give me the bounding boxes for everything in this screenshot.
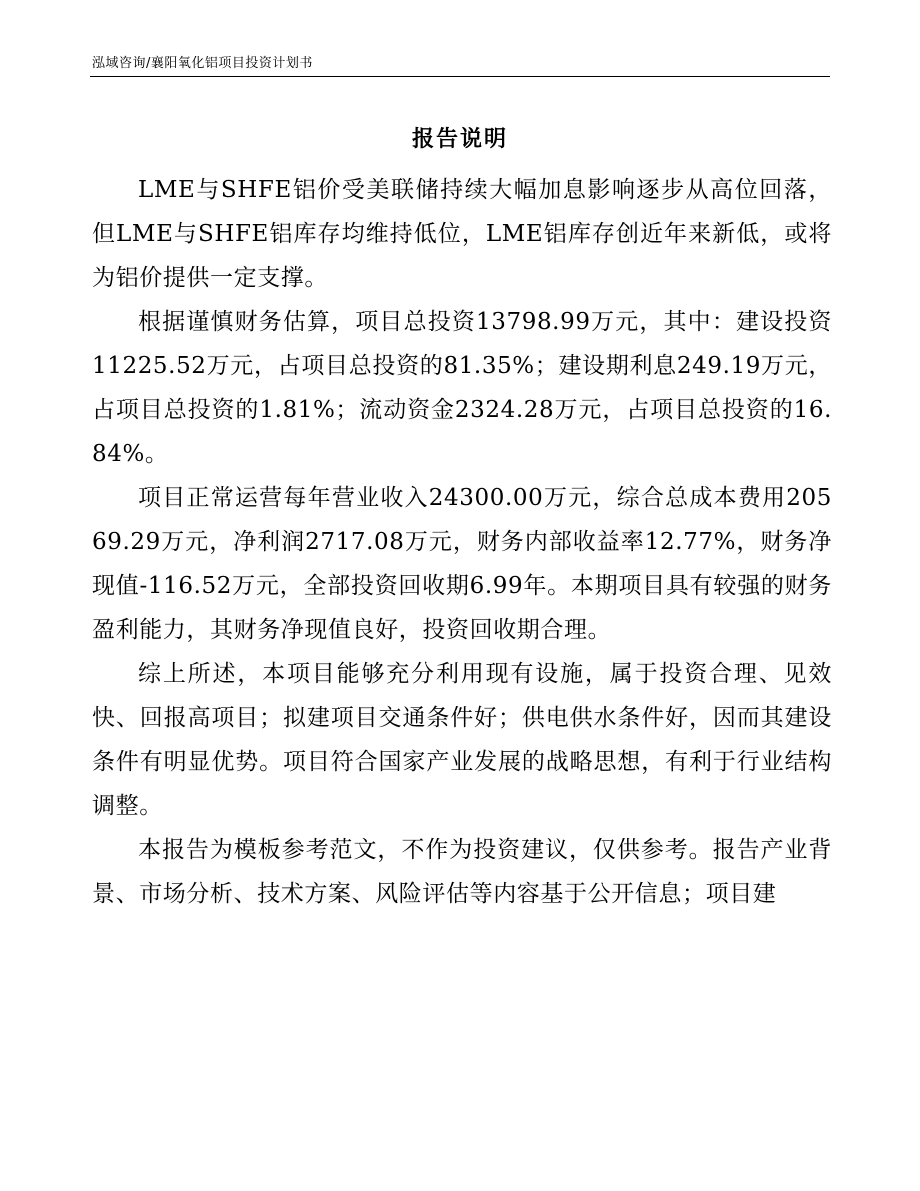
header-divider: [90, 76, 830, 77]
paragraph-aluminum-price: LME与SHFE铝价受美联储持续大幅加息影响逐步从高位回落，但LME与SHFE铝库存均维持低位，LME铝库存创近年来新低，或将为铝价提供一定支撑。: [92, 177, 832, 291]
paragraph-investment-estimate: 根据谨慎财务估算，项目总投资13798.99万元，其中：建设投资11225.52万元，占项目总投资的81.35%；建设期利息249.19万元，占项目总投资的1.81%；流动资金2324.28万元，占项目总投资的16.84%。: [92, 309, 832, 467]
paragraph-disclaimer: 本报告为模板参考范文，不作为投资建议，仅供参考。报告产业背景、市场分析、技术方案、风险评估等内容基于公开信息；项目建: [92, 837, 832, 907]
paragraph-operating-revenue: 项目正常运营每年营业收入24300.00万元，综合总成本费用20569.29万元，净利润2717.08万元，财务内部收益率12.77%，财务净现值-116.52万元，全部投资回收期6.99年。本期项目具有较强的财务盈利能力，其财务净现值良好，投资回收期合理。: [92, 485, 832, 643]
running-header: 泓域咨询/襄阳氧化铝项目投资计划书: [92, 56, 313, 71]
paragraph-summary: 综上所述，本项目能够充分利用现有设施，属于投资合理、见效快、回报高项目；拟建项目交通条件好；供电供水条件好，因而其建设条件有明显优势。项目符合国家产业发展的战略思想，有利于行业结构调整。: [92, 661, 832, 819]
body-text: [92, 168, 832, 916]
section-title: 报告说明: [411, 127, 508, 152]
